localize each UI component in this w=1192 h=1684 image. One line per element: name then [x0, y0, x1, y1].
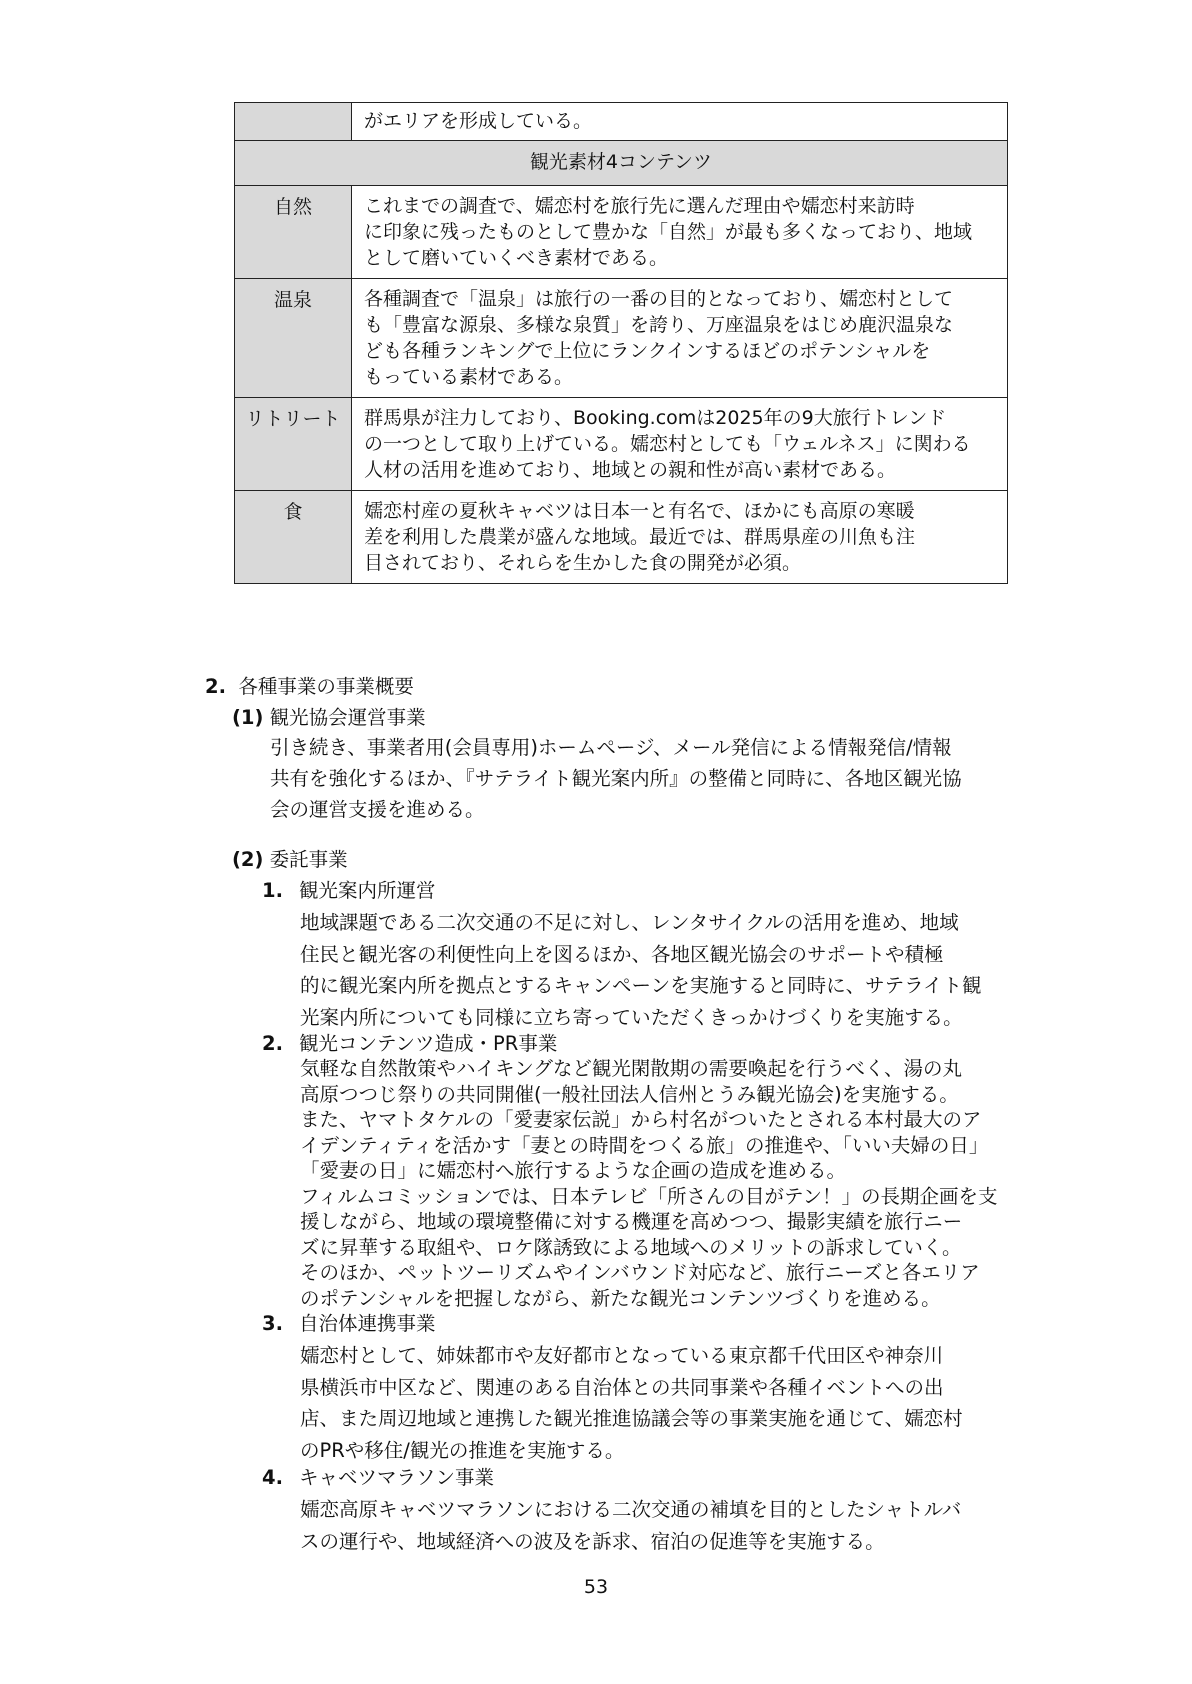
text-line: 共有を強化するほか、『サテライト観光案内所』の整備と同時に、各地区観光協 — [270, 767, 962, 790]
table-row — [235, 491, 1008, 584]
table-label-cell: リトリート — [235, 398, 352, 491]
text-line: 店、また周辺地域と連携した観光推進協議会等の事業実施を通じて、嬬恋村 — [300, 1407, 963, 1430]
text-line: 引き続き、事業者用(会員専用)ホームページ、メール発信による情報発信/情報 — [270, 736, 952, 759]
page-number: 53 — [583, 1576, 609, 1598]
text-line: 各種調査で「温泉」は旅行の一番の目的となっており、嬬恋村として — [364, 288, 954, 310]
table-label-cell: 自然 — [235, 186, 352, 279]
item-title: 観光案内所運営 — [299, 879, 436, 902]
text-line: 嬬恋村産の夏秋キャベツは日本一と有名で、ほかにも高原の寒暖 — [364, 500, 915, 522]
subsection-title: 委託事業 — [269, 848, 348, 871]
text-line: もっている素材である。 — [364, 366, 574, 388]
text-line: のポテンシャルを把握しながら、新たな観光コンテンツづくりを進める。 — [300, 1286, 941, 1310]
table-row — [235, 186, 1008, 279]
section-title: 各種事業の事業概要 — [238, 675, 414, 698]
paragraph — [270, 732, 1020, 825]
table-row — [235, 398, 1008, 491]
text-line: 嬬恋村として、姉妹都市や友好都市となっている東京都千代田区や神奈川 — [300, 1344, 944, 1367]
text-line: ども各種ランキングで上位にランクインするほどのポテンシャルを — [364, 340, 931, 362]
text-line: 高原つつじ祭りの共同開催(一般社団法人信州とうみ観光協会)を実施する。 — [300, 1082, 959, 1106]
text-line: のPRや移住/観光の推進を実施する。 — [300, 1438, 625, 1462]
text-line: 気軽な自然散策やハイキングなど観光閑散期の需要喚起を行うべく、湯の丸 — [300, 1057, 963, 1080]
text-line: として磨いていくべき素材である。 — [364, 247, 669, 269]
item-number: 2. — [262, 1032, 283, 1055]
text-line: 嬬恋高原キャベツマラソンにおける二次交通の補填を目的としたシャトルバ — [300, 1498, 962, 1521]
text-line: ズに昇華する取組や、ロケ隊誘致による地域へのメリットの訴求していく。 — [300, 1235, 962, 1259]
table-header-row — [235, 141, 1008, 186]
subsection-heading — [232, 846, 348, 874]
text-line: に印象に残ったものとして豊かな「自然」が最も多くなっており、地域 — [364, 221, 973, 243]
text-line: 県横浜市中区など、関連のある自治体との共同事業や各種イベントへの出 — [300, 1375, 944, 1399]
paragraph — [300, 1494, 1020, 1557]
table-text-cell — [352, 398, 1008, 491]
table-row — [235, 279, 1008, 398]
text-line: 援しながら、地域の環境整備に対する機運を高めつつ、撮影実績を旅行ニー — [300, 1210, 963, 1233]
item-number: 3. — [262, 1312, 283, 1335]
text-line: も「豊富な源泉、多様な泉質」を誇り、万座温泉をはじめ鹿沢温泉な — [364, 314, 954, 336]
text-line: また、ヤマトタケルの「愛妻家伝説」から村名がついたとされる本村最大のア — [300, 1108, 982, 1131]
item-heading — [262, 1030, 557, 1058]
text-line: フィルムコミッションでは、日本テレビ「所さんの目がテン！」の長期企画を支 — [300, 1184, 998, 1208]
subsection-number: (2) — [232, 848, 264, 871]
item-heading — [262, 1310, 436, 1338]
text-line: スの運行や、地域経済への波及を訴求、宿泊の促進等を実施する。 — [300, 1529, 885, 1553]
paragraph — [300, 1056, 1020, 1311]
text-line: の一つとして取り上げている。嬬恋村としても「ウェルネス」に関わる — [364, 433, 971, 455]
table-label-cell: 温泉 — [235, 279, 352, 398]
text-line: 差を利用した農業が盛んな地域。最近では、群馬県産の川魚も注 — [364, 526, 916, 548]
table-text-cell — [352, 186, 1008, 279]
text-line: 人材の活用を進めており、地域との親和性が高い素材である。 — [364, 459, 897, 481]
item-number: 4. — [262, 1466, 283, 1489]
text-line: イデンティティを活かす「妻との時間をつくる旅」の推進や、「いい夫婦の日」 — [300, 1133, 989, 1157]
section-heading — [205, 673, 414, 701]
text-line: 会の運営支援を進める。 — [270, 798, 485, 821]
table-label-cell: 食 — [235, 491, 352, 584]
item-heading — [262, 877, 436, 905]
table-text-cell — [352, 279, 1008, 398]
table-text-cell — [352, 491, 1008, 584]
text-line: 群馬県が注力しており、Booking.comは2025年の9大旅行トレンド — [364, 407, 947, 429]
item-heading — [262, 1464, 494, 1492]
item-title: 観光コンテンツ造成・PR事業 — [299, 1032, 558, 1055]
subsection-title: 観光協会運営事業 — [269, 706, 426, 729]
subsection-heading — [232, 704, 426, 732]
table-label-cell — [235, 103, 352, 141]
text-line: そのほか、ペットツーリズムやインバウンド対応など、旅行ニーズと各エリア — [300, 1261, 980, 1284]
text-line: 目されており、それらを生かした食の開発が必須。 — [364, 552, 802, 574]
item-title: 自治体連携事業 — [299, 1312, 436, 1335]
table-text-cell: がエリアを形成している。 — [352, 103, 1008, 141]
text-line: 光案内所についても同様に立ち寄っていただくきっかけづくりを実施する。 — [300, 1005, 963, 1029]
section-number: 2. — [205, 675, 226, 698]
paragraph — [300, 1340, 1020, 1466]
text-line: 的に観光案内所を拠点とするキャンペーンを実施すると同時に、サテライト観 — [300, 974, 982, 997]
item-number: 1. — [262, 879, 283, 902]
text-line: 住民と観光客の利便性向上を図るほか、各地区観光協会のサポートや積極 — [300, 942, 944, 966]
table-section-header: 観光素材4コンテンツ — [235, 141, 1008, 186]
tourism-contents-table — [234, 102, 1008, 584]
text-line: 地域課題である二次交通の不足に対し、レンタサイクルの活用を進め、地域 — [300, 911, 959, 934]
paragraph — [300, 907, 1020, 1033]
table-row — [235, 103, 1008, 141]
text-line: これまでの調査で、嬬恋村を旅行先に選んだ理由や嬬恋村来訪時 — [364, 195, 915, 217]
text-line: 「愛妻の日」に嬬恋村へ旅行するような企画の造成を進める。 — [300, 1159, 847, 1182]
item-title: キャベツマラソン事業 — [299, 1466, 495, 1489]
subsection-number: (1) — [232, 706, 264, 729]
